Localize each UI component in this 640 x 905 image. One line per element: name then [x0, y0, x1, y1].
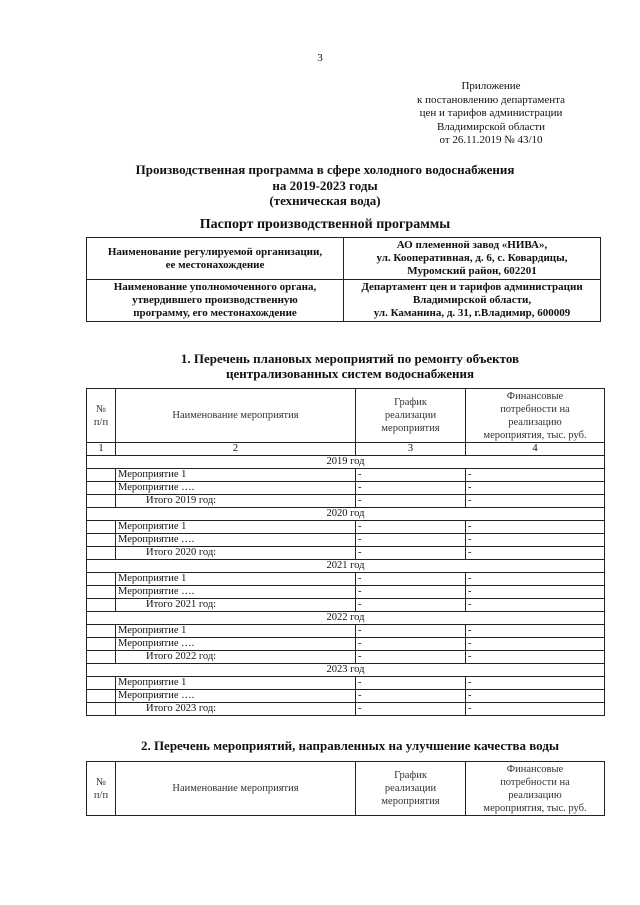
table-row [87, 625, 605, 638]
header-line: реализацию [508, 789, 562, 801]
total-schedule: - [356, 651, 466, 664]
year-label: 2021 год [87, 560, 605, 573]
passport-title: Паспорт производственной программы [199, 217, 451, 232]
measure-cost: - [466, 586, 605, 599]
measure-cost: - [466, 573, 605, 586]
header-line: реализацию [508, 416, 562, 428]
total-cost: - [466, 599, 605, 612]
passport-label-line: Наименование уполномоченного органа, [113, 281, 317, 293]
appendix-line: от 26.11.2019 № 43/10 [439, 134, 543, 146]
table-row [87, 469, 605, 482]
repair-measures-table [86, 388, 605, 716]
row-number-cell [87, 586, 116, 599]
page-number: 3 [317, 52, 323, 64]
passport-label-line: Наименование регулируемой организации, [107, 245, 323, 258]
total-row [87, 599, 605, 612]
measure-name: Мероприятие …. [116, 586, 356, 599]
year-row [87, 456, 605, 469]
title-line: (техническая вода) [269, 193, 381, 208]
header-financial-needs [466, 389, 605, 443]
row-number-cell [87, 482, 116, 495]
measure-schedule: - [356, 690, 466, 703]
year-row [87, 508, 605, 521]
measure-cost: - [466, 469, 605, 482]
header-measure-name: Наименование мероприятия [116, 389, 356, 443]
header-line: № [95, 403, 107, 415]
measure-cost: - [466, 521, 605, 534]
total-cost: - [466, 703, 605, 716]
total-schedule: - [356, 703, 466, 716]
measure-name: Мероприятие 1 [116, 625, 356, 638]
header-financial-needs [466, 762, 605, 816]
year-label: 2019 год [87, 456, 605, 469]
header-line: потребности на [500, 776, 570, 788]
year-label: 2022 год [87, 612, 605, 625]
water-quality-table [86, 761, 605, 816]
passport-label-cell [87, 238, 344, 280]
title-line: Производственная программа в сфере холодного водоснабжения [135, 162, 515, 177]
row-number-cell [87, 547, 116, 560]
appendix-line: Приложение [461, 80, 521, 92]
header-line: График [394, 397, 427, 408]
measure-cost: - [466, 534, 605, 547]
row-number-cell [87, 495, 116, 508]
measure-cost: - [466, 638, 605, 651]
measure-name: Мероприятие 1 [116, 677, 356, 690]
passport-label-line: ее местонахождение [165, 258, 265, 271]
measure-cost: - [466, 677, 605, 690]
passport-value-line: АО племенной завод «НИВА», [396, 239, 548, 251]
header-schedule [356, 762, 466, 816]
measure-cost: - [466, 482, 605, 495]
measure-schedule: - [356, 638, 466, 651]
measure-schedule: - [356, 482, 466, 495]
header-line: п/п [93, 416, 109, 428]
table-row [87, 638, 605, 651]
year-row [87, 560, 605, 573]
header-line: реализации [384, 783, 437, 794]
passport-value-line: Департамент цен и тарифов администрации [361, 281, 583, 293]
passport-label-line: программу, его местонахождение [133, 307, 297, 319]
total-label: Итого 2021 год: [116, 599, 356, 612]
row-number-cell [87, 651, 116, 664]
measure-schedule: - [356, 677, 466, 690]
row-number-cell [87, 521, 116, 534]
appendix-block [386, 80, 596, 148]
section-title-line: 1. Перечень плановых мероприятий по ремонту объектов [180, 351, 520, 366]
header-line: мероприятия, тыс. руб. [483, 802, 587, 814]
row-number-cell [87, 690, 116, 703]
total-row [87, 495, 605, 508]
total-schedule: - [356, 495, 466, 508]
total-cost: - [466, 651, 605, 664]
year-label: 2020 год [87, 508, 605, 521]
table-row [87, 586, 605, 599]
section-2-title: 2. Перечень мероприятий, направленных на улучшение качества воды [140, 738, 560, 753]
measure-cost: - [466, 625, 605, 638]
measure-name: Мероприятие …. [116, 638, 356, 651]
total-row [87, 547, 605, 560]
table-row [87, 677, 605, 690]
header-line: мероприятия [381, 423, 440, 434]
appendix-line: к постановлению департамента [417, 93, 565, 106]
passport-value-line: Муромский район, 602201 [407, 265, 537, 277]
section-1-title [80, 351, 620, 381]
table-row [87, 690, 605, 703]
passport-value-line: ул. Кооперативная, д. 6, с. Ковардицы, [376, 252, 568, 264]
total-row [87, 703, 605, 716]
header-line: мероприятия [381, 796, 440, 807]
row-number-cell [87, 573, 116, 586]
row-number-cell [87, 469, 116, 482]
header-line: График [394, 770, 427, 781]
year-label: 2023 год [87, 664, 605, 677]
row-number-cell [87, 534, 116, 547]
table-row [87, 482, 605, 495]
header-line: № [95, 776, 107, 788]
document-title [80, 162, 570, 209]
total-label: Итого 2019 год: [116, 495, 356, 508]
passport-row [87, 280, 601, 322]
column-number: 3 [356, 443, 466, 456]
header-number [87, 762, 116, 816]
header-line: Финансовые [506, 763, 564, 775]
header-line: Финансовые [506, 390, 564, 402]
row-number-cell [87, 599, 116, 612]
measure-schedule: - [356, 573, 466, 586]
row-number-cell [87, 625, 116, 638]
passport-table [86, 237, 601, 322]
table-row [87, 521, 605, 534]
year-row [87, 612, 605, 625]
column-number: 1 [87, 443, 116, 456]
column-numbers-row [87, 443, 605, 456]
section-title-line: централизованных систем водоснабжения [225, 366, 475, 381]
measure-schedule: - [356, 625, 466, 638]
header-measure-name: Наименование мероприятия [116, 762, 356, 816]
measure-schedule: - [356, 469, 466, 482]
row-number-cell [87, 677, 116, 690]
appendix-line: цен и тарифов администрации [419, 107, 563, 119]
passport-value-cell [344, 238, 601, 280]
measure-name: Мероприятие 1 [116, 521, 356, 534]
total-schedule: - [356, 547, 466, 560]
total-schedule: - [356, 599, 466, 612]
table-row [87, 573, 605, 586]
total-label: Итого 2023 год: [116, 703, 356, 716]
row-number-cell [87, 638, 116, 651]
passport-row [87, 238, 601, 280]
table-header-row [87, 762, 605, 816]
total-row [87, 651, 605, 664]
row-number-cell [87, 703, 116, 716]
measure-name: Мероприятие …. [116, 690, 356, 703]
measure-schedule: - [356, 586, 466, 599]
measure-name: Мероприятие 1 [116, 573, 356, 586]
passport-value-line: ул. Каманина, д. 31, г.Владимир, 600009 [373, 307, 571, 319]
header-line: реализации [384, 410, 437, 421]
total-cost: - [466, 495, 605, 508]
measure-schedule: - [356, 534, 466, 547]
year-row [87, 664, 605, 677]
header-number [87, 389, 116, 443]
passport-value-line: Владимирской области, [412, 294, 532, 306]
table-header-row [87, 389, 605, 443]
table-row [87, 534, 605, 547]
passport-label-line: утвердившего производственную [132, 294, 298, 306]
passport-value-cell [344, 280, 601, 322]
measure-name: Мероприятие …. [116, 482, 356, 495]
measure-name: Мероприятие 1 [116, 469, 356, 482]
title-line: на 2019-2023 годы [272, 177, 378, 193]
appendix-line: Владимирской области [436, 120, 546, 133]
header-line: мероприятия, тыс. руб. [483, 429, 587, 441]
measure-cost: - [466, 690, 605, 703]
header-schedule [356, 389, 466, 443]
total-label: Итого 2020 год: [116, 547, 356, 560]
passport-label-cell [87, 280, 344, 322]
total-cost: - [466, 547, 605, 560]
column-number: 4 [466, 443, 605, 456]
measure-schedule: - [356, 521, 466, 534]
header-line: п/п [93, 789, 109, 801]
header-line: потребности на [500, 403, 570, 415]
measure-name: Мероприятие …. [116, 534, 356, 547]
column-number: 2 [116, 443, 356, 456]
total-label: Итого 2022 год: [116, 651, 356, 664]
